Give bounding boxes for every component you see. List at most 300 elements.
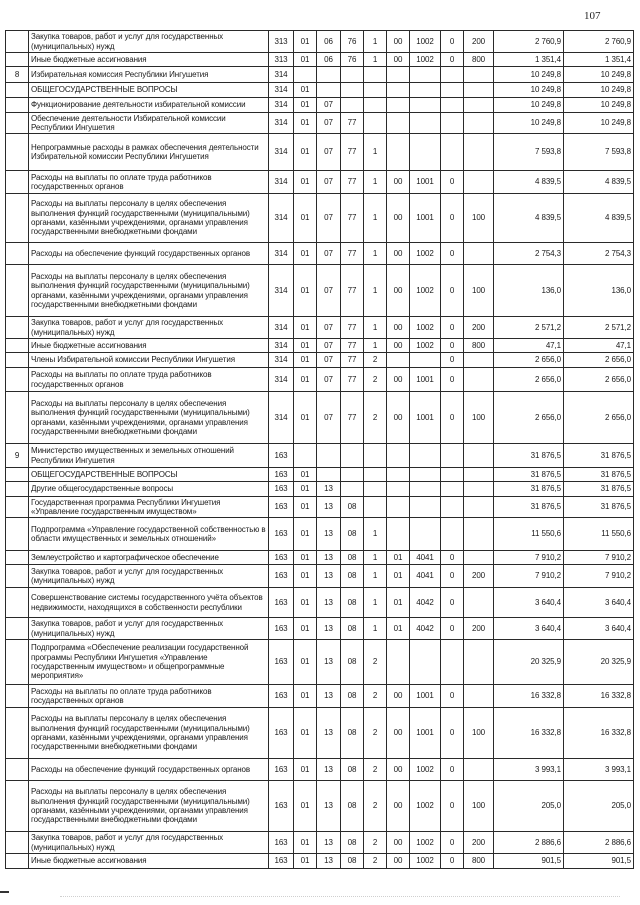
- suffix-code: 0: [441, 565, 464, 588]
- amount-second: 10 249,8: [564, 67, 634, 83]
- subprogram-code: [364, 83, 387, 98]
- program-code: 08: [341, 497, 364, 518]
- section-code: 01: [294, 194, 317, 243]
- subsection-code: 07: [317, 134, 341, 171]
- item-name: Закупка товаров, работ и услуг для государственных (муниципальных) нужд: [29, 317, 269, 339]
- expense-type-code: [464, 171, 494, 194]
- item-name: Расходы на обеспечение функций государственных органов: [29, 759, 269, 781]
- scan-artifact-line: [60, 896, 620, 897]
- expense-code: 4041: [410, 551, 441, 565]
- amount-second: 31 876,5: [564, 482, 634, 497]
- expense-type-code: [464, 468, 494, 482]
- expense-type-code: 100: [464, 265, 494, 317]
- section-code: 01: [294, 640, 317, 685]
- table-row: [6, 194, 634, 243]
- amount-second: 3 993,1: [564, 759, 634, 781]
- suffix-code: [441, 444, 464, 468]
- amount-first: 4 839,5: [494, 171, 564, 194]
- amount-first: 3 640,4: [494, 618, 564, 640]
- direction-code: 01: [387, 551, 410, 565]
- amount-second: 2 760,9: [564, 31, 634, 53]
- subprogram-code: 1: [364, 618, 387, 640]
- amount-first: 10 249,8: [494, 67, 564, 83]
- expense-code: [410, 67, 441, 83]
- ministry-code: 163: [269, 444, 294, 468]
- subsection-code: 07: [317, 265, 341, 317]
- table-row: [6, 444, 634, 468]
- subsection-code: 13: [317, 685, 341, 708]
- ministry-code: 163: [269, 551, 294, 565]
- subprogram-code: 1: [364, 518, 387, 551]
- program-code: 77: [341, 113, 364, 134]
- expense-code: 1002: [410, 53, 441, 67]
- section-code: 01: [294, 618, 317, 640]
- table-row: [6, 781, 634, 832]
- direction-code: 00: [387, 685, 410, 708]
- section-code: 01: [294, 759, 317, 781]
- program-code: 77: [341, 194, 364, 243]
- row-number: [6, 243, 29, 265]
- amount-first: 7 910,2: [494, 565, 564, 588]
- table-body: [6, 31, 634, 869]
- item-name: Расходы на выплаты персоналу в целях обеспечения выполнения функций государственными (муниципальными) органами, казёнными учреждениями, органами управления государственными внебюджетными фондами: [29, 781, 269, 832]
- suffix-code: 0: [441, 53, 464, 67]
- section-code: 01: [294, 482, 317, 497]
- suffix-code: 0: [441, 171, 464, 194]
- table-row: [6, 353, 634, 368]
- item-name: Расходы на выплаты персоналу в целях обеспечения выполнения функций государственными (муниципальными) органами, казёнными учреждениями, органами управления государственными внебюджетными фондами: [29, 708, 269, 759]
- amount-first: 31 876,5: [494, 444, 564, 468]
- table-row: [6, 31, 634, 53]
- direction-code: 00: [387, 31, 410, 53]
- program-code: 08: [341, 781, 364, 832]
- direction-code: 00: [387, 368, 410, 392]
- row-number: [6, 497, 29, 518]
- amount-second: 2 754,3: [564, 243, 634, 265]
- program-code: [341, 444, 364, 468]
- amount-second: 47,1: [564, 339, 634, 353]
- ministry-code: 163: [269, 497, 294, 518]
- amount-first: 205,0: [494, 781, 564, 832]
- item-name: Подпрограмма «Обеспечение реализации государственной программы Республики Ингушетия «Управление государственным имуществом» и общепрограммные мероприятия»: [29, 640, 269, 685]
- amount-first: 11 550,6: [494, 518, 564, 551]
- amount-first: 136,0: [494, 265, 564, 317]
- suffix-code: 0: [441, 194, 464, 243]
- suffix-code: 0: [441, 759, 464, 781]
- ministry-code: 163: [269, 482, 294, 497]
- amount-second: 16 332,8: [564, 685, 634, 708]
- section-code: 01: [294, 53, 317, 67]
- subprogram-code: 1: [364, 134, 387, 171]
- program-code: 77: [341, 134, 364, 171]
- ministry-code: 314: [269, 171, 294, 194]
- item-name: Расходы на выплаты по оплате труда работников государственных органов: [29, 685, 269, 708]
- amount-second: 3 640,4: [564, 618, 634, 640]
- expense-code: 1002: [410, 317, 441, 339]
- suffix-code: 0: [441, 339, 464, 353]
- expense-type-code: [464, 134, 494, 171]
- direction-code: 00: [387, 708, 410, 759]
- subsection-code: 07: [317, 339, 341, 353]
- ministry-code: 313: [269, 31, 294, 53]
- table-row: [6, 468, 634, 482]
- subprogram-code: 1: [364, 265, 387, 317]
- ministry-code: 163: [269, 781, 294, 832]
- table-row: [6, 618, 634, 640]
- ministry-code: 314: [269, 265, 294, 317]
- item-name: Расходы на выплаты персоналу в целях обеспечения выполнения функций государственными (муниципальными) органами, казёнными учреждениями, органами управления государственными внебюджетными фондами: [29, 194, 269, 243]
- expense-code: 1002: [410, 339, 441, 353]
- item-name: Расходы на выплаты персоналу в целях обеспечения выполнения функций государственными (муниципальными) органами, казёнными учреждениями, органами управления государственными внебюджетными фондами: [29, 265, 269, 317]
- amount-first: 4 839,5: [494, 194, 564, 243]
- direction-code: 00: [387, 194, 410, 243]
- direction-code: 00: [387, 854, 410, 869]
- amount-second: 7 910,2: [564, 565, 634, 588]
- amount-second: 31 876,5: [564, 444, 634, 468]
- amount-second: 10 249,8: [564, 83, 634, 98]
- table-row: [6, 317, 634, 339]
- program-code: 08: [341, 854, 364, 869]
- subprogram-code: 2: [364, 781, 387, 832]
- ministry-code: 163: [269, 565, 294, 588]
- amount-first: 3 640,4: [494, 588, 564, 618]
- subprogram-code: 1: [364, 243, 387, 265]
- subsection-code: 13: [317, 497, 341, 518]
- table-row: [6, 551, 634, 565]
- ministry-code: 314: [269, 67, 294, 83]
- table-row: [6, 83, 634, 98]
- suffix-code: 0: [441, 243, 464, 265]
- suffix-code: 0: [441, 588, 464, 618]
- amount-first: 31 876,5: [494, 468, 564, 482]
- item-name: Подпрограмма «Управление государственной собственностью в области имущественных и земельных отношений»: [29, 518, 269, 551]
- table-row: [6, 339, 634, 353]
- budget-table: [5, 30, 634, 869]
- section-code: 01: [294, 708, 317, 759]
- expense-code: [410, 444, 441, 468]
- subprogram-code: 1: [364, 565, 387, 588]
- row-number: [6, 781, 29, 832]
- section-code: 01: [294, 392, 317, 444]
- item-name: Землеустройство и картографическое обеспечение: [29, 551, 269, 565]
- subsection-code: [317, 67, 341, 83]
- program-code: 08: [341, 640, 364, 685]
- row-number: [6, 588, 29, 618]
- expense-type-code: [464, 640, 494, 685]
- ministry-code: 314: [269, 368, 294, 392]
- item-name: Закупка товаров, работ и услуг для государственных (муниципальных) нужд: [29, 565, 269, 588]
- section-code: 01: [294, 134, 317, 171]
- expense-code: 4042: [410, 588, 441, 618]
- expense-code: 4042: [410, 618, 441, 640]
- expense-type-code: 800: [464, 339, 494, 353]
- direction-code: 00: [387, 339, 410, 353]
- row-number: [6, 618, 29, 640]
- table-row: [6, 759, 634, 781]
- section-code: 01: [294, 98, 317, 113]
- expense-code: 1001: [410, 194, 441, 243]
- subprogram-code: [364, 113, 387, 134]
- ministry-code: 314: [269, 83, 294, 98]
- subsection-code: 07: [317, 353, 341, 368]
- amount-first: 20 325,9: [494, 640, 564, 685]
- subsection-code: [317, 444, 341, 468]
- table-row: [6, 53, 634, 67]
- section-code: 01: [294, 83, 317, 98]
- program-code: [341, 83, 364, 98]
- amount-second: 901,5: [564, 854, 634, 869]
- expense-type-code: [464, 588, 494, 618]
- item-name: Расходы на выплаты по оплате труда работников государственных органов: [29, 171, 269, 194]
- table-row: [6, 640, 634, 685]
- expense-code: [410, 497, 441, 518]
- amount-first: 7 910,2: [494, 551, 564, 565]
- table-row: [6, 685, 634, 708]
- subprogram-code: 1: [364, 317, 387, 339]
- expense-code: 1002: [410, 781, 441, 832]
- table-row: [6, 67, 634, 83]
- row-number: [6, 171, 29, 194]
- direction-code: [387, 497, 410, 518]
- direction-code: 00: [387, 832, 410, 854]
- subprogram-code: [364, 67, 387, 83]
- direction-code: [387, 468, 410, 482]
- ministry-code: 163: [269, 618, 294, 640]
- expense-type-code: [464, 551, 494, 565]
- row-number: [6, 353, 29, 368]
- expense-code: [410, 98, 441, 113]
- expense-code: 1002: [410, 759, 441, 781]
- expense-code: 1001: [410, 171, 441, 194]
- ministry-code: 163: [269, 640, 294, 685]
- row-number: [6, 392, 29, 444]
- item-name: Совершенствование системы государственного учёта объектов недвижимости, находящихся в собственности республики: [29, 588, 269, 618]
- ministry-code: 314: [269, 339, 294, 353]
- program-code: [341, 67, 364, 83]
- suffix-code: 0: [441, 265, 464, 317]
- program-code: [341, 468, 364, 482]
- subprogram-code: 1: [364, 339, 387, 353]
- expense-type-code: [464, 482, 494, 497]
- subprogram-code: 1: [364, 31, 387, 53]
- direction-code: 01: [387, 565, 410, 588]
- table-row: [6, 588, 634, 618]
- ministry-code: 163: [269, 518, 294, 551]
- program-code: 08: [341, 551, 364, 565]
- section-code: 01: [294, 518, 317, 551]
- amount-second: 10 249,8: [564, 113, 634, 134]
- ministry-code: 163: [269, 468, 294, 482]
- table-row: [6, 832, 634, 854]
- amount-second: 2 656,0: [564, 353, 634, 368]
- section-code: 01: [294, 565, 317, 588]
- item-name: Закупка товаров, работ и услуг для государственных (муниципальных) нужд: [29, 31, 269, 53]
- section-code: 01: [294, 113, 317, 134]
- suffix-code: [441, 640, 464, 685]
- subsection-code: 07: [317, 392, 341, 444]
- amount-first: 10 249,8: [494, 98, 564, 113]
- subprogram-code: 1: [364, 53, 387, 67]
- amount-second: 2 886,6: [564, 832, 634, 854]
- amount-second: 2 656,0: [564, 392, 634, 444]
- item-name: Другие общегосударственные вопросы: [29, 482, 269, 497]
- subsection-code: 06: [317, 53, 341, 67]
- expense-type-code: [464, 685, 494, 708]
- section-code: 01: [294, 353, 317, 368]
- subsection-code: 13: [317, 518, 341, 551]
- subprogram-code: 2: [364, 353, 387, 368]
- subprogram-code: [364, 468, 387, 482]
- amount-second: 2 571,2: [564, 317, 634, 339]
- direction-code: 00: [387, 171, 410, 194]
- section-code: 01: [294, 317, 317, 339]
- expense-type-code: [464, 98, 494, 113]
- amount-first: 2 760,9: [494, 31, 564, 53]
- expense-type-code: 100: [464, 392, 494, 444]
- row-number: [6, 113, 29, 134]
- subprogram-code: 2: [364, 392, 387, 444]
- direction-code: [387, 134, 410, 171]
- program-code: 76: [341, 53, 364, 67]
- subsection-code: 13: [317, 551, 341, 565]
- subsection-code: 13: [317, 618, 341, 640]
- subprogram-code: [364, 482, 387, 497]
- suffix-code: 0: [441, 854, 464, 869]
- direction-code: 01: [387, 588, 410, 618]
- table-row: [6, 392, 634, 444]
- suffix-code: [441, 518, 464, 551]
- program-code: [341, 482, 364, 497]
- subsection-code: 13: [317, 781, 341, 832]
- subsection-code: 07: [317, 98, 341, 113]
- section-code: [294, 67, 317, 83]
- expense-type-code: 200: [464, 832, 494, 854]
- suffix-code: [441, 67, 464, 83]
- expense-code: 1002: [410, 243, 441, 265]
- direction-code: [387, 444, 410, 468]
- ministry-code: 313: [269, 53, 294, 67]
- expense-type-code: 800: [464, 854, 494, 869]
- ministry-code: 163: [269, 588, 294, 618]
- amount-first: 3 993,1: [494, 759, 564, 781]
- expense-code: 1001: [410, 708, 441, 759]
- suffix-code: [441, 98, 464, 113]
- section-code: 01: [294, 588, 317, 618]
- row-number: [6, 194, 29, 243]
- expense-code: [410, 353, 441, 368]
- table-row: [6, 98, 634, 113]
- expense-code: 1001: [410, 368, 441, 392]
- program-code: 08: [341, 708, 364, 759]
- expense-type-code: [464, 497, 494, 518]
- section-code: 01: [294, 854, 317, 869]
- program-code: 77: [341, 317, 364, 339]
- section-code: 01: [294, 339, 317, 353]
- page-number: 107: [584, 10, 601, 22]
- direction-code: 00: [387, 265, 410, 317]
- ministry-code: 163: [269, 854, 294, 869]
- suffix-code: [441, 83, 464, 98]
- amount-second: 136,0: [564, 265, 634, 317]
- ministry-code: 314: [269, 353, 294, 368]
- direction-code: [387, 518, 410, 551]
- program-code: 76: [341, 31, 364, 53]
- expense-code: [410, 83, 441, 98]
- item-name: Закупка товаров, работ и услуг для государственных (муниципальных) нужд: [29, 832, 269, 854]
- amount-second: 1 351,4: [564, 53, 634, 67]
- section-code: 01: [294, 497, 317, 518]
- program-code: 08: [341, 685, 364, 708]
- subsection-code: 07: [317, 243, 341, 265]
- program-code: 77: [341, 171, 364, 194]
- expense-type-code: [464, 113, 494, 134]
- subprogram-code: 2: [364, 685, 387, 708]
- section-code: 01: [294, 265, 317, 317]
- suffix-code: [441, 113, 464, 134]
- expense-type-code: 100: [464, 708, 494, 759]
- direction-code: 00: [387, 759, 410, 781]
- amount-second: 11 550,6: [564, 518, 634, 551]
- section-code: 01: [294, 368, 317, 392]
- expense-type-code: [464, 759, 494, 781]
- table-row: [6, 265, 634, 317]
- direction-code: [387, 113, 410, 134]
- suffix-code: 0: [441, 392, 464, 444]
- subsection-code: 07: [317, 317, 341, 339]
- amount-first: 2 886,6: [494, 832, 564, 854]
- section-code: 01: [294, 551, 317, 565]
- ministry-code: 163: [269, 685, 294, 708]
- direction-code: [387, 98, 410, 113]
- item-name: Расходы на выплаты по оплате труда работников государственных органов: [29, 368, 269, 392]
- subsection-code: 13: [317, 854, 341, 869]
- subprogram-code: [364, 497, 387, 518]
- subprogram-code: 1: [364, 551, 387, 565]
- subprogram-code: 2: [364, 368, 387, 392]
- expense-code: 1002: [410, 31, 441, 53]
- item-name: Обеспечение деятельности Избирательной комиссии Республики Ингушетия: [29, 113, 269, 134]
- section-code: 01: [294, 243, 317, 265]
- amount-first: 16 332,8: [494, 708, 564, 759]
- expense-type-code: 800: [464, 53, 494, 67]
- expense-type-code: 200: [464, 31, 494, 53]
- subsection-code: [317, 468, 341, 482]
- subsection-code: 13: [317, 482, 341, 497]
- row-number: 9: [6, 444, 29, 468]
- direction-code: 00: [387, 781, 410, 832]
- expense-code: [410, 468, 441, 482]
- amount-first: 2 656,0: [494, 392, 564, 444]
- subsection-code: 07: [317, 368, 341, 392]
- ministry-code: 314: [269, 243, 294, 265]
- item-name: Расходы на выплаты персоналу в целях обеспечения выполнения функций государственными (муниципальными) органами, казёнными учреждениями, органами управления государственными внебюджетными фондами: [29, 392, 269, 444]
- expense-type-code: [464, 243, 494, 265]
- item-name: Иные бюджетные ассигнования: [29, 339, 269, 353]
- expense-type-code: [464, 353, 494, 368]
- expense-code: [410, 113, 441, 134]
- direction-code: 00: [387, 243, 410, 265]
- table-row: [6, 854, 634, 869]
- subsection-code: 13: [317, 832, 341, 854]
- amount-first: 47,1: [494, 339, 564, 353]
- subsection-code: 13: [317, 588, 341, 618]
- ministry-code: 314: [269, 194, 294, 243]
- section-code: 01: [294, 171, 317, 194]
- amount-second: 7 593,8: [564, 134, 634, 171]
- expense-code: 1002: [410, 265, 441, 317]
- amount-second: 4 839,5: [564, 194, 634, 243]
- amount-second: 205,0: [564, 781, 634, 832]
